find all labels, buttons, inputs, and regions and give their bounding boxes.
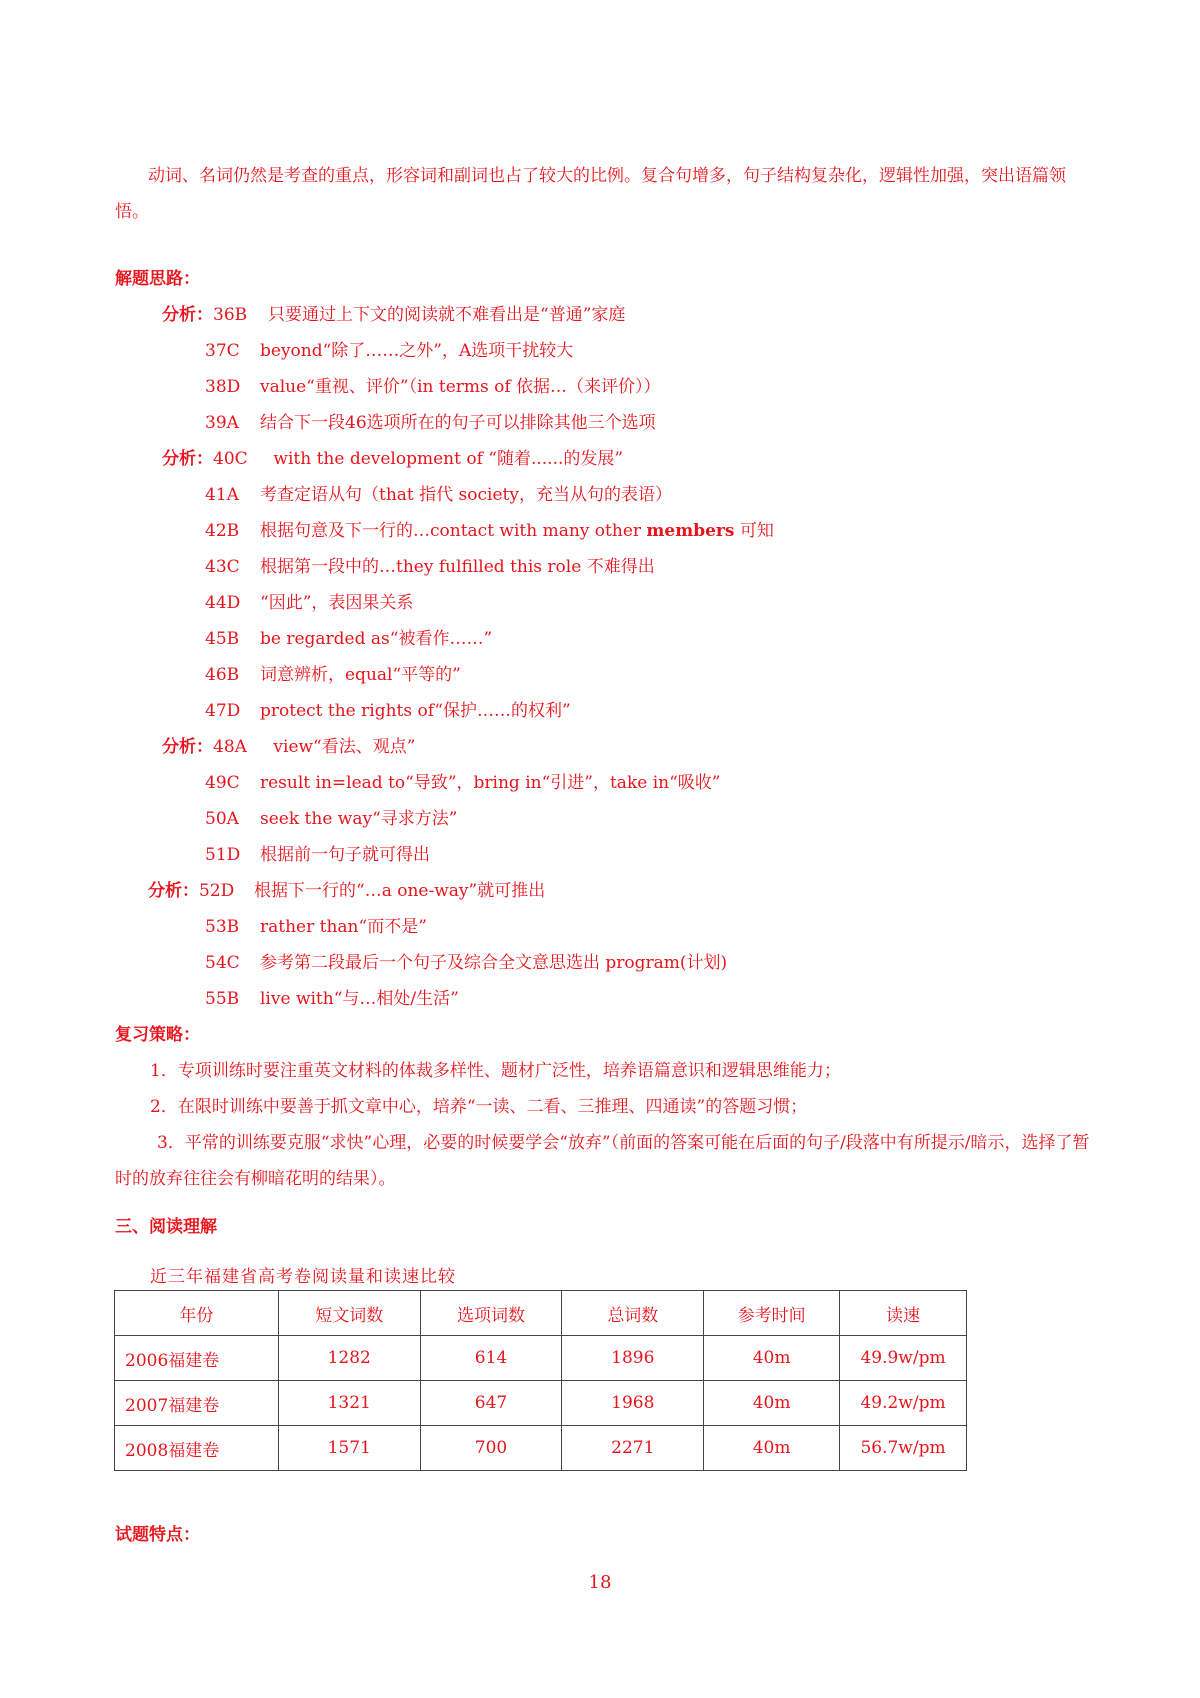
answer-line-53: [205, 916, 427, 938]
answer-text: “因此”，表因果关系: [260, 593, 414, 613]
table-cell: 1968: [562, 1381, 704, 1426]
answer-line-41: [205, 484, 672, 506]
answer-code: 49C: [205, 773, 240, 793]
table-cell: 1571: [278, 1426, 420, 1471]
answer-text: beyond“除了……之外”，A选项干扰较大: [260, 341, 574, 361]
section3-heading: 三、阅读理解: [115, 1217, 217, 1237]
table-header-cell: 短文词数: [278, 1291, 420, 1336]
answer-line-54: [205, 952, 727, 974]
table-header-cell: 参考时间: [704, 1291, 840, 1336]
table-cell: 2008福建卷: [115, 1426, 279, 1471]
reading-table: [114, 1290, 967, 1471]
answer-text: view“看法、观点”: [268, 737, 416, 757]
table-header-cell: 选项词数: [420, 1291, 562, 1336]
answer-text: 词意辨析，equal“平等的”: [260, 665, 461, 685]
answer-line-43: [205, 556, 655, 578]
review-item-1: 1．专项训练时要注重英文材料的体裁多样性、题材广泛性，培养语篇意识和逻辑思维能力；: [150, 1061, 841, 1081]
answer-text: rather than“而不是”: [260, 917, 427, 937]
answer-line-52: [148, 880, 545, 902]
answer-text-bold: members: [646, 521, 735, 541]
table-cell: 40m: [704, 1336, 840, 1381]
features-heading: 试题特点：: [115, 1525, 200, 1545]
analysis-label: 分析：: [148, 881, 199, 901]
review-item-3: 3．平常的训练要克服“求快”心理，必要的时候要学会“放弃”（前面的答案可能在后面的句子/段落中有所提示/暗示，选择了暂时的放弃往往会有柳暗花明的结果）。: [115, 1133, 1090, 1189]
answer-code: 37C: [205, 341, 240, 361]
answer-text: value“重视、评价”（in terms of 依据…（来评价））: [260, 377, 661, 397]
answer-code: 52D: [199, 881, 235, 901]
answer-line-51: [205, 844, 430, 866]
table-header-row: [115, 1291, 967, 1336]
answer-line-42: [205, 520, 774, 542]
answer-code: 50A: [205, 809, 239, 829]
answer-code: 48A: [213, 737, 247, 757]
table-row: [115, 1426, 967, 1471]
answer-line-44: [205, 592, 413, 614]
review-item-2: 2．在限时训练中要善于抓文章中心，培养“一读、二看、三推理、四通读”的答题习惯；: [150, 1097, 808, 1117]
table-header-cell: 总词数: [562, 1291, 704, 1336]
answer-line-36: [162, 304, 625, 326]
table-row: [115, 1381, 967, 1426]
answer-text: 根据句意及下一行的…contact with many other: [260, 521, 647, 541]
table-cell: 40m: [704, 1426, 840, 1471]
answer-code: 36B: [213, 305, 248, 325]
answer-code: 44D: [205, 593, 241, 613]
answer-text: 结合下一段46选项所在的句子可以排除其他三个选项: [260, 413, 656, 433]
table-cell: 49.2w/pm: [840, 1381, 967, 1426]
analysis-label: 分析：: [162, 737, 213, 757]
answer-text: seek the way“寻求方法”: [260, 809, 458, 829]
answer-code: 41A: [205, 485, 239, 505]
table-header-cell: 读速: [840, 1291, 967, 1336]
answer-text: 只要通过上下文的阅读就不难看出是“普通”家庭: [268, 305, 626, 325]
answer-text: 参考第二段最后一个句子及综合全文意思选出 program(计划): [260, 953, 728, 973]
analysis-label: 分析：: [162, 449, 213, 469]
answer-text: live with“与…相处/生活”: [260, 989, 459, 1009]
answer-text: result in=lead to“导致”，bring in“引进”，take in“吸收”: [260, 773, 721, 793]
table-cell: 40m: [704, 1381, 840, 1426]
answer-text: 根据第一段中的…they fulfilled this role 不难得出: [260, 557, 655, 577]
answer-text: with the development of “随着......的发展”: [268, 449, 624, 469]
answer-code: 51D: [205, 845, 241, 865]
answer-text: 可知: [734, 521, 774, 541]
table-cell: 614: [420, 1336, 562, 1381]
table-cell: 700: [420, 1426, 562, 1471]
answer-text: 根据前一句子就可得出: [260, 845, 430, 865]
answer-code: 45B: [205, 629, 240, 649]
answer-code: 54C: [205, 953, 240, 973]
answer-line-38: [205, 376, 661, 398]
answer-line-40: [162, 448, 623, 470]
table-cell: 49.9w/pm: [840, 1336, 967, 1381]
answer-code: 55B: [205, 989, 240, 1009]
answer-line-48: [162, 736, 415, 758]
answer-code: 46B: [205, 665, 240, 685]
table-cell: 1321: [278, 1381, 420, 1426]
page-number: 18: [588, 1572, 612, 1593]
answer-code: 43C: [205, 557, 240, 577]
analysis-label: 分析：: [162, 305, 213, 325]
table-cell: 2006福建卷: [115, 1336, 279, 1381]
answer-code: 53B: [205, 917, 240, 937]
answer-code: 39A: [205, 413, 239, 433]
intro-paragraph: 动词、名词仍然是考查的重点，形容词和副词也占了较大的比例。复合句增多，句子结构复杂化，逻辑性加强，突出语篇领悟。: [115, 166, 1066, 222]
answer-line-47: [205, 700, 571, 722]
answer-line-50: [205, 808, 457, 830]
table-cell: 2271: [562, 1426, 704, 1471]
answer-line-55: [205, 988, 459, 1010]
table-cell: 1282: [278, 1336, 420, 1381]
answer-line-46: [205, 664, 461, 686]
table-cell: 56.7w/pm: [840, 1426, 967, 1471]
answer-code: 47D: [205, 701, 241, 721]
table-row: [115, 1336, 967, 1381]
table-header-cell: 年份: [115, 1291, 279, 1336]
review-heading: 复习策略：: [115, 1025, 200, 1045]
answer-text: protect the rights of“保护……的权利”: [260, 701, 571, 721]
answer-line-37: [205, 340, 573, 362]
analysis-heading: 解题思路：: [115, 269, 200, 289]
answer-line-49: [205, 772, 720, 794]
answer-text: 根据下一行的“…a one-way”就可推出: [254, 881, 546, 901]
table-cell: 1896: [562, 1336, 704, 1381]
table-cell: 2007福建卷: [115, 1381, 279, 1426]
answer-text: be regarded as“被看作……”: [260, 629, 493, 649]
answer-code: 38D: [205, 377, 241, 397]
answer-line-45: [205, 628, 492, 650]
table-caption: 近三年福建省高考卷阅读量和读速比较: [150, 1267, 456, 1287]
answer-code: 42B: [205, 521, 240, 541]
answer-line-39: [205, 412, 656, 434]
answer-text: 考查定语从句（that 指代 society，充当从句的表语）: [260, 485, 672, 505]
answer-code: 40C: [213, 449, 248, 469]
table-cell: 647: [420, 1381, 562, 1426]
